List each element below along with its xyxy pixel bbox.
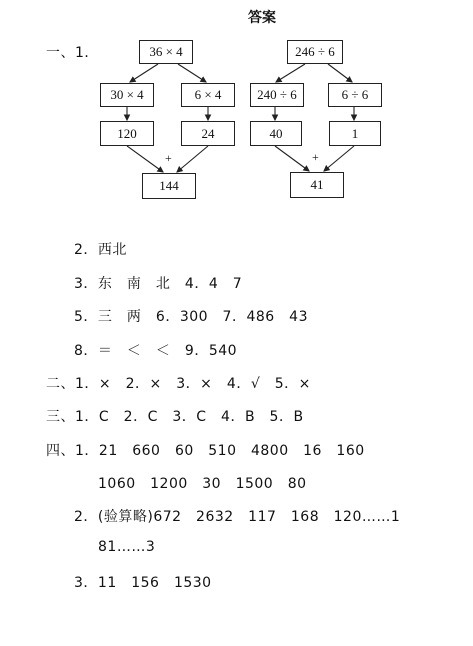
- section-4-line: 2．(验算略)672 2632 117 168 120……1: [74, 509, 401, 525]
- tree-left-right: 6 × 4: [181, 83, 235, 107]
- section-3-line: 三、1．C 2．C 3．C 4．B 5．B: [46, 409, 304, 425]
- tree-right-right: 6 ÷ 6: [328, 83, 382, 107]
- tree-left-final: 144: [142, 173, 196, 199]
- page-title: 答案: [248, 10, 276, 26]
- section-2-line: 二、1．× 2．× 3．× 4．√ 5．×: [46, 376, 311, 392]
- tree-left-left-result: 120: [100, 121, 154, 146]
- tree-right-final: 41: [290, 172, 344, 198]
- tree-left-root: 36 × 4: [139, 40, 193, 64]
- tree-left-operator: +: [165, 151, 172, 165]
- answer-line: 3．东 南 北 4．4 7: [74, 276, 243, 292]
- tree-right-right-result: 1: [329, 121, 381, 146]
- tree-left-left: 30 × 4: [100, 83, 154, 107]
- section-1-label: 一、1．: [46, 45, 99, 61]
- section-4-line: 81……3: [98, 539, 156, 555]
- answer-line: 5．三 两 6．300 7．486 43: [74, 309, 308, 325]
- section-4-line: 四、1．21 660 60 510 4800 16 160: [46, 443, 365, 459]
- tree-right-operator: +: [312, 150, 319, 164]
- answer-line: 2．西北: [74, 242, 127, 258]
- tree-right-left-result: 40: [250, 121, 302, 146]
- section-4-line: 3．11 156 1530: [74, 575, 212, 591]
- tree-right-root: 246 ÷ 6: [287, 40, 343, 64]
- tree-right-left: 240 ÷ 6: [250, 83, 304, 107]
- tree-left-right-result: 24: [181, 121, 235, 146]
- section-4-line: 1060 1200 30 1500 80: [98, 476, 307, 492]
- answer-line: 8．＝ ＜ ＜ 9．540: [74, 343, 238, 359]
